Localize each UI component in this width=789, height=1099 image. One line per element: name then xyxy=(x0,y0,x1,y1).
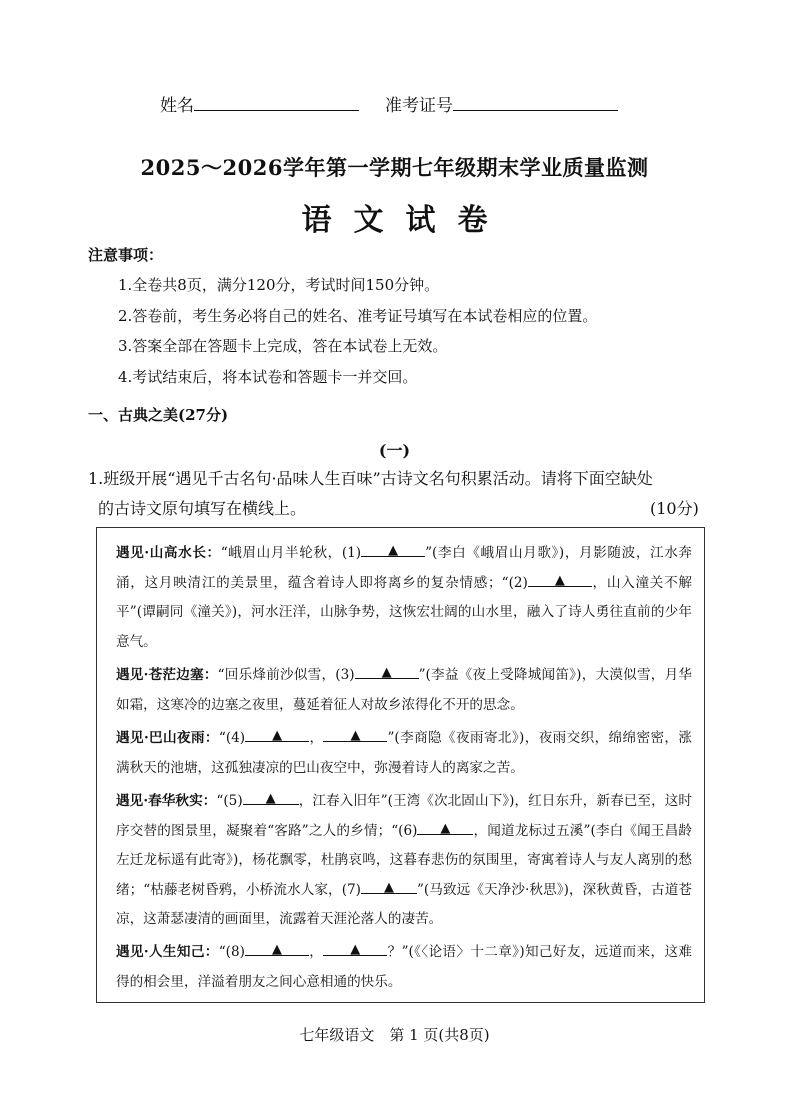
paragraph-text: “(8) xyxy=(218,944,245,960)
answer-blank-5[interactable] xyxy=(243,790,299,805)
triangle-marker-icon: ▲ xyxy=(272,728,283,743)
paragraph-label: 遇见·人生知己： xyxy=(116,944,219,960)
answer-blank-6[interactable] xyxy=(417,820,473,835)
paragraph-text: ， xyxy=(308,944,324,960)
paragraph-text: ？”(《〈论语〉十二章》)知己好友，远道而来，这难得的相会里，洋溢着朋友之间心意相通的快乐。 xyxy=(116,944,693,990)
paragraph-night-rain xyxy=(116,724,692,783)
paragraph-text: ，山入潼关不解平”(谭嗣同《潼关》)，河水汪洋，山脉争势，这恢宏壮阔的山水里，融入了诗人勇往直前的少年意气。 xyxy=(116,574,693,650)
paragraph-text: ”(李白《峨眉山月歌》)，月影随波，江水奔涌，这月映清江的美景里，蕴含着诗人即将离乡的复杂情感；“(2) xyxy=(116,545,692,591)
notice-item: 1.全卷共8页，满分120分，考试时间150分钟。 xyxy=(118,276,440,294)
exam-title: 2025～2026学年第一学期七年级期末学业质量监测 xyxy=(140,155,649,180)
answer-blank-4b[interactable] xyxy=(323,727,387,742)
page-footer: 七年级语文 第 1 页(共8页) xyxy=(299,1026,490,1044)
subject-title: 语文试卷 xyxy=(301,203,510,238)
paragraph-mountains-rivers xyxy=(116,539,692,657)
answer-blank-8a[interactable] xyxy=(245,941,309,956)
paragraph-text: ，江春入旧年”(王湾《次北固山下》)，红日东升，新春已至，这时序交替的图景里，凝聚着“客路”之人的乡情；“(6) xyxy=(116,793,692,839)
paragraph-text: ”(马致远《天净沙·秋思》)，深秋黄昏，古道苍凉，这萧瑟凄清的画面里，流露着天涯沦落人的凄苦。 xyxy=(116,881,692,928)
triangle-marker-icon: ▲ xyxy=(388,543,399,558)
name-label: 姓名 xyxy=(160,96,194,116)
paragraph-label: 遇见·苍茫边塞： xyxy=(116,667,218,683)
question-1-line1: 1.班级开展“遇见千古名句·品味人生百味”古诗文名句积累活动。请将下面空缺处 xyxy=(88,469,653,488)
answer-blank-1[interactable] xyxy=(361,542,425,557)
name-blank[interactable] xyxy=(194,93,359,111)
notice-item: 2.答卷前，考生务必将自己的姓名、准考证号填写在本试卷相应的位置。 xyxy=(118,307,598,325)
answer-blank-4a[interactable] xyxy=(245,727,309,742)
triangle-marker-icon: ▲ xyxy=(554,572,565,588)
paragraph-frontier xyxy=(116,661,692,720)
triangle-marker-icon: ▲ xyxy=(350,728,361,743)
notice-item: 3.答案全部在答题卡上完成，答在本试卷上无效。 xyxy=(118,337,448,355)
paragraph-text: “峨眉山月半轮秋，(1) xyxy=(220,545,362,561)
question-1-line2: 的古诗文原句填写在横线上。 xyxy=(98,499,307,518)
triangle-marker-icon: ▲ xyxy=(381,665,392,680)
paragraph-text: ”(李益《夜上受降城闻笛》)，大漠似雪，月华如霜，这寒冷的边塞之夜里，蔓延着征人对故乡浓得化不开的思念。 xyxy=(116,667,692,713)
paragraph-label: 遇见·巴山夜雨： xyxy=(116,730,219,746)
paragraph-text: ”(李商隐《夜雨寄北》)，夜雨交织，绵绵密密，涨满秋天的池塘，这孤独凄凉的巴山夜空中，弥漫着诗人的离家之苦。 xyxy=(116,730,693,776)
paragraph-text: “(4) xyxy=(218,730,246,746)
answer-blank-8b[interactable] xyxy=(323,941,387,956)
paragraph-friends xyxy=(116,938,692,997)
exam-id-blank[interactable] xyxy=(453,93,618,111)
triangle-marker-icon: ▲ xyxy=(271,942,282,957)
paragraph-label: 遇见·春华秋实： xyxy=(116,793,217,809)
candidate-info-row xyxy=(160,91,618,116)
answer-blank-3[interactable] xyxy=(355,664,419,679)
paragraph-label: 遇见·山高水长： xyxy=(116,545,221,561)
triangle-marker-icon: ▲ xyxy=(383,879,394,895)
section-heading: 一、古典之美(27分) xyxy=(88,406,229,424)
question-1-score: (10分) xyxy=(650,499,699,518)
triangle-marker-icon: ▲ xyxy=(440,820,451,836)
notice-item: 4.考试结束后，将本试卷和答题卡一并交回。 xyxy=(118,368,418,386)
triangle-marker-icon: ▲ xyxy=(350,942,361,957)
paragraph-text: ， xyxy=(309,730,324,746)
part-heading: (一) xyxy=(378,441,411,460)
answer-blank-7[interactable] xyxy=(361,879,417,894)
paragraph-text: ，闻道龙标过五溪”(李白《闻王昌龄左迁龙标遥有此寄》)，杨花飘零，杜鹃哀鸣，这暮春悲伤的氛围里，寄寓着诗人与友人离别的愁绪；“枯藤老树昏鸦，小桥流水人家，(7) xyxy=(116,822,692,898)
paragraph-text: “(5) xyxy=(216,793,243,809)
paragraph-seasons xyxy=(116,787,692,935)
paragraph-text: “回乐烽前沙似雪，(3) xyxy=(217,667,355,683)
notice-heading: 注意事项： xyxy=(88,246,164,264)
answer-blank-2[interactable] xyxy=(528,572,592,587)
exam-id-label: 准考证号 xyxy=(385,96,453,116)
triangle-marker-icon: ▲ xyxy=(265,791,276,806)
